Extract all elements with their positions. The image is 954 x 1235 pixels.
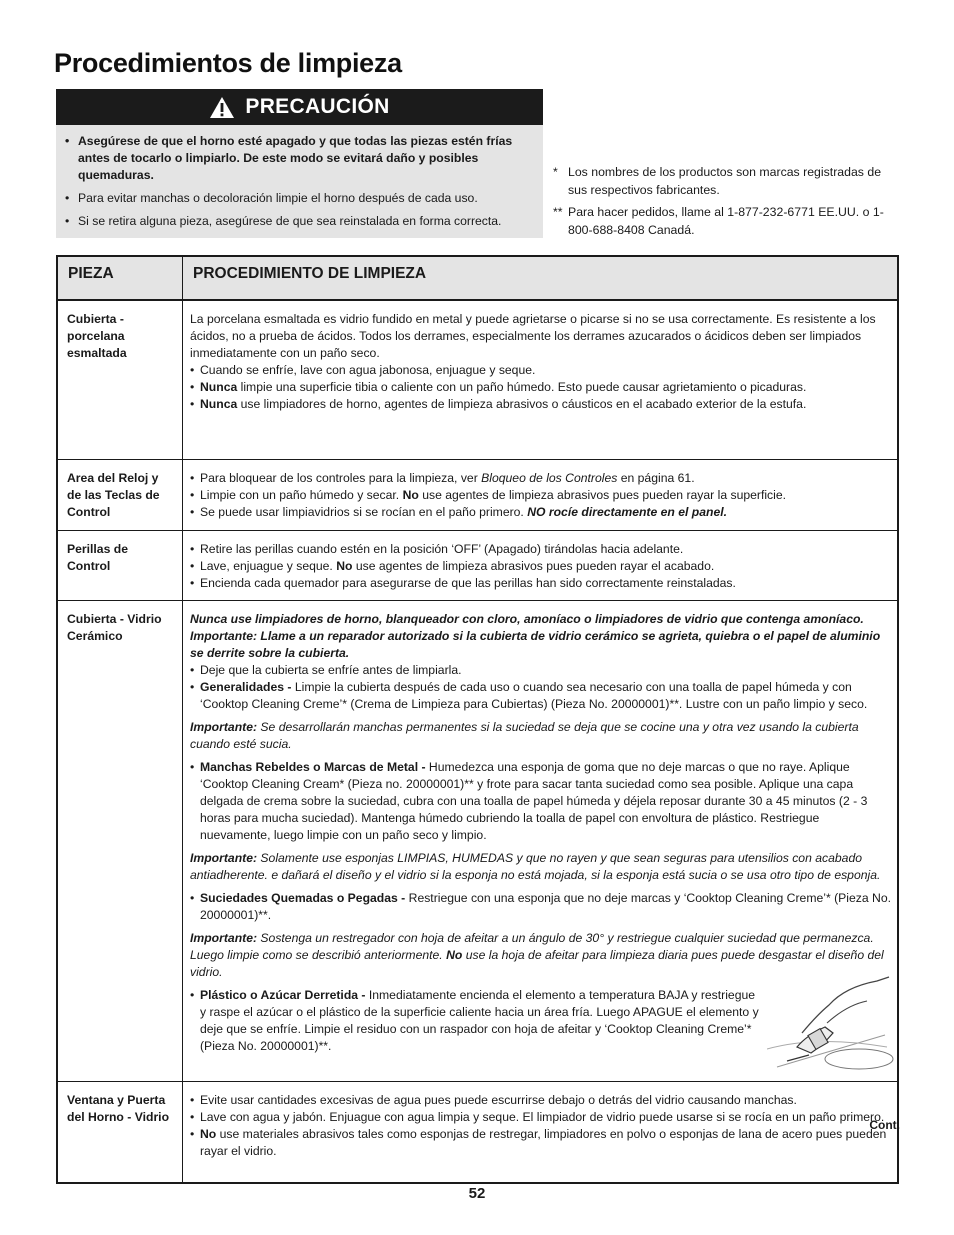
table-row bbox=[57, 300, 898, 459]
footnote-trademark: * Los nombres de los productos son marcas registradas de sus respectivos fabricantes. bbox=[553, 165, 882, 197]
cleaning-table bbox=[56, 255, 899, 1184]
procedure-bullet: • Nunca use limpiadores de horno, agentes de limpieza abrasivos o cáusticos en el acabado exterior de la estufa. bbox=[190, 396, 891, 413]
important-note: Importante: Solamente use esponjas LIMPIAS, HUMEDAS y que no rayen y que sean seguras para utensilios con acabado antiadherente. e dañará el diseño y el vidrio si la esponja no está mojada, si la esponja está sucia o se usa otro tipo de esponja. bbox=[190, 850, 881, 882]
important-note: Importante: Sostenga un restregador con hoja de afeitar a un ángulo de 30° y restriegue cualquier suciedad que permanezca. Luego limpie como se describió anteriormente. No use la hoja de afeitar para limpieza diaria pues puede desgastar el diseño del vidrio. bbox=[190, 930, 884, 979]
procedure-bullet: • Plástico o Azúcar Derretida - Inmediatamente encienda el elemento a temperatura BAJA y restriegue y raspe el azúcar o el plástico de la superficie caliente hacia un área fría. Luego APAGUE el elemento y deje que se enfríe. Limpie el residuo con un raspador con hoja de afeitar y ‘Cooktop Cleaning Creme’* (Pieza No. 20000001)**. bbox=[190, 987, 891, 1055]
procedure-bullet: • Encienda cada quemador para asegurarse de que las perillas han sido correctamente reinstaladas. bbox=[190, 575, 891, 592]
table-row bbox=[57, 1081, 898, 1183]
table-row bbox=[57, 530, 898, 600]
procedure-bullet: • Suciedades Quemadas o Pegadas - Restriegue con una esponja que no deje marcas y ‘Cooktop Cleaning Creme’* (Pieza No. 20000001)**. bbox=[190, 890, 891, 924]
caution-list bbox=[56, 125, 543, 230]
procedure-bullet: • Evite usar cantidades excesivas de agua pues puede escurrirse debajo o detrás del vidrio causando manchas. bbox=[190, 1092, 891, 1109]
procedure-bullet: • No use materiales abrasivos tales como esponjas de restregar, limpiadores en polvo o esponjas de lana de acero pues pueden rayar el vidrio. bbox=[190, 1126, 891, 1160]
footnotes bbox=[553, 163, 898, 243]
caution-item: • Para evitar manchas o decoloración limpie el horno después de cada uso. bbox=[78, 190, 529, 207]
procedure-cell bbox=[183, 1081, 899, 1183]
table-row bbox=[57, 459, 898, 530]
caution-box bbox=[56, 89, 543, 238]
part-name: Cubierta - porcelana esmaltada bbox=[57, 300, 183, 459]
procedure-intro: La porcelana esmaltada es vidrio fundido en metal y puede agrietarse o picarse si no se usa correctamente. Es resistente a los ácidos, no a prueba de ácidos. Todos los derrames, especialmente los derrames azucarados o ácidicos deben ser limpiados inmediatamente con un paño seco. bbox=[190, 312, 876, 360]
continued-label: Cont. bbox=[869, 1118, 900, 1132]
procedure-bullet: • Se puede usar limpiavidrios si se rocían en el paño primero. NO rocíe directamente en el panel. bbox=[190, 504, 891, 521]
procedure-bullet: • Deje que la cubierta se enfríe antes de limpiarla. bbox=[190, 662, 891, 679]
table-header-row bbox=[57, 256, 898, 300]
header-procedure: PROCEDIMIENTO DE LIMPIEZA bbox=[183, 256, 899, 300]
part-name: Area del Reloj y de las Teclas de Control bbox=[57, 459, 183, 530]
procedure-bullet: • Para bloquear de los controles para la limpieza, ver Bloqueo de los Controles en página 61. bbox=[190, 470, 891, 487]
footnote-ordering: ** Para hacer pedidos, llame al 1-877-232-6771 EE.UU. o 1-800-688-8408 Canadá. bbox=[553, 205, 884, 237]
procedure-bullet: • Manchas Rebeldes o Marcas de Metal - Humedezca una esponja de goma que no deje marcas o que no raye. Aplique ‘Cooktop Cleaning Cream* (Pieza no. 20000001)** y frote para sacar tanta suciedad como sea posible. Aplique una capa delgada de crema sobre la suciedad, cubra con una toalla de papel húmeda y déjela reposar durante 30 a 45 minutos (2 - 3 horas para mucha suciedad). Mantenga húmedo cubriendo la toalla de papel con envoltura de plástico. Restriegue nuevamente, luego limpie con un paño seco y limpio. bbox=[190, 759, 891, 844]
procedure-warning: Nunca use limpiadores de horno, blanqueador con cloro, amoníaco o limpiadores de vidrio que contenga amoníaco. Importante: Llame a un reparador autorizado si la cubierta de vidrio cerámico se agrieta, quiebra o el papel de aluminio se derrite sobre la cubierta. bbox=[190, 611, 881, 660]
page-number: 52 bbox=[468, 1185, 486, 1202]
table-row bbox=[57, 600, 898, 1081]
procedure-cell bbox=[183, 300, 899, 459]
procedure-cell bbox=[183, 459, 899, 530]
procedure-bullet: • Nunca limpie una superficie tibia o caliente con un paño húmedo. Esto puede causar agrietamiento o picaduras. bbox=[190, 379, 891, 396]
warning-triangle-icon bbox=[209, 96, 235, 119]
procedure-bullet: • Cuando se enfríe, lave con agua jabonosa, enjuague y seque. bbox=[190, 362, 891, 379]
procedure-cell bbox=[183, 600, 899, 1081]
part-name: Cubierta - Vidrio Cerámico bbox=[57, 600, 183, 1081]
procedure-bullet: • Generalidades - Limpie la cubierta después de cada uso o cuando sea necesario con una toalla de papel húmeda y con ‘Cooktop Cleaning Creme’* (Crema de Limpieza para Cubiertas) (Pieza No. 20000001)**. Lustre con un paño limpio y seco. bbox=[190, 679, 891, 713]
header-part: PIEZA bbox=[57, 256, 183, 300]
important-note: Importante: Se desarrollarán manchas permanentes si la suciedad se deja que se cocine una y otra vez usando la cubierta cuando esté sucia. bbox=[190, 719, 859, 751]
caution-title: PRECAUCIÓN bbox=[245, 95, 390, 118]
part-name: Perillas de Control bbox=[57, 530, 183, 600]
page-title: Procedimientos de limpieza bbox=[54, 48, 402, 78]
procedure-bullet: • Lave, enjuague y seque. No use agentes de limpieza abrasivos pues pueden rayar el acabado. bbox=[190, 558, 891, 575]
procedure-bullet: • Retire las perillas cuando estén en la posición ‘OFF’ (Apagado) tirándolas hacia adelante. bbox=[190, 541, 891, 558]
procedure-bullet: • Lave con agua y jabón. Enjuague con agua limpia y seque. El limpiador de vidrio puede usarse si se rocía en un paño primero. bbox=[190, 1109, 891, 1126]
caution-item: • Asegúrese de que el horno esté apagado y que todas las piezas estén frías antes de tocarlo o limpiarlo. De este modo se evitará daño y posibles quemaduras. bbox=[78, 133, 529, 184]
caution-header bbox=[56, 89, 543, 125]
procedure-bullet: • Limpie con un paño húmedo y secar. No use agentes de limpieza abrasivos pues pueden rayar la superficie. bbox=[190, 487, 891, 504]
procedure-cell bbox=[183, 530, 899, 600]
caution-item: • Si se retira alguna pieza, asegúrese de que sea reinstalada en forma correcta. bbox=[78, 213, 529, 230]
part-name: Ventana y Puerta del Horno - Vidrio bbox=[57, 1081, 183, 1183]
